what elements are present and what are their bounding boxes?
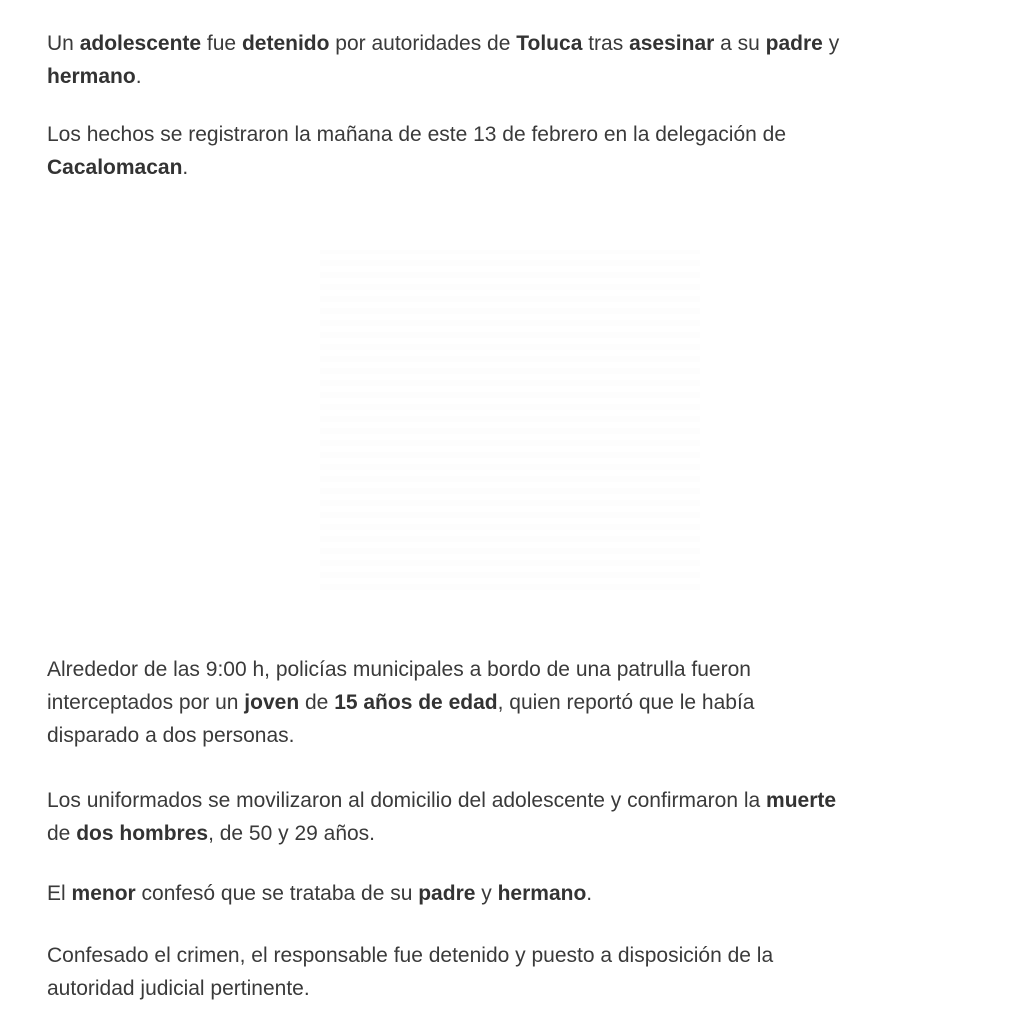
bold-text: hermano <box>47 65 136 88</box>
text-line <box>47 27 839 60</box>
paragraph-5 <box>47 877 592 910</box>
paragraph-4 <box>47 784 836 850</box>
bold-text: hermano <box>497 882 587 905</box>
bold-text: Toluca <box>516 32 583 55</box>
text: y <box>822 32 840 55</box>
text: Los hechos se registraron la mañana de este 13 de febrero en la delegación de <box>47 123 786 146</box>
text: . <box>135 65 142 88</box>
text: , quien reportó que le había <box>497 691 755 714</box>
text: Un <box>47 32 80 55</box>
bold-text: asesinar <box>629 32 715 55</box>
bold-text: dos hombres <box>76 822 209 845</box>
text-line <box>47 784 836 817</box>
bold-text: joven <box>244 691 300 714</box>
text: disparado a dos personas. <box>47 724 295 747</box>
text: fue <box>201 32 242 55</box>
bold-text: detenido <box>241 32 330 55</box>
text: autoridad judicial pertinente. <box>47 977 310 1000</box>
text-line <box>47 972 773 1005</box>
text: , de 50 y 29 años. <box>208 822 376 845</box>
text-line <box>47 118 786 151</box>
bold-text: menor <box>71 882 136 905</box>
bold-text: padre <box>418 882 476 905</box>
bold-text: muerte <box>766 789 837 812</box>
text-line <box>47 939 773 972</box>
text: . <box>182 156 189 179</box>
paragraph-3 <box>47 653 754 752</box>
text: tras <box>582 32 630 55</box>
text: El <box>47 882 72 905</box>
text: y <box>475 882 498 905</box>
bold-text: adolescente <box>79 32 202 55</box>
text-line <box>47 719 754 752</box>
text: de <box>299 691 335 714</box>
text: a su <box>714 32 766 55</box>
text-line <box>47 817 836 850</box>
text-line <box>47 151 786 184</box>
text: por autoridades de <box>329 32 517 55</box>
embedded-image-placeholder <box>320 250 700 590</box>
text: confesó que se trataba de su <box>135 882 419 905</box>
bold-text: Cacalomacan <box>47 156 183 179</box>
paragraph-6 <box>47 939 773 1005</box>
text-line <box>47 877 592 910</box>
text-line <box>47 686 754 719</box>
bold-text: 15 años de edad <box>334 691 498 714</box>
text: de <box>47 822 77 845</box>
text: interceptados por un <box>47 691 245 714</box>
text: Alrededor de las 9:00 h, policías municipales a bordo de una patrulla fueron <box>47 658 751 681</box>
paragraph-1 <box>47 27 839 93</box>
text: . <box>586 882 593 905</box>
text: Los uniformados se movilizaron al domicilio del adolescente y confirmaron la <box>47 789 767 812</box>
text-line <box>47 653 754 686</box>
text: Confesado el crimen, el responsable fue detenido y puesto a disposición de la <box>47 944 774 967</box>
paragraph-2 <box>47 118 786 184</box>
text-line <box>47 60 839 93</box>
bold-text: padre <box>765 32 823 55</box>
